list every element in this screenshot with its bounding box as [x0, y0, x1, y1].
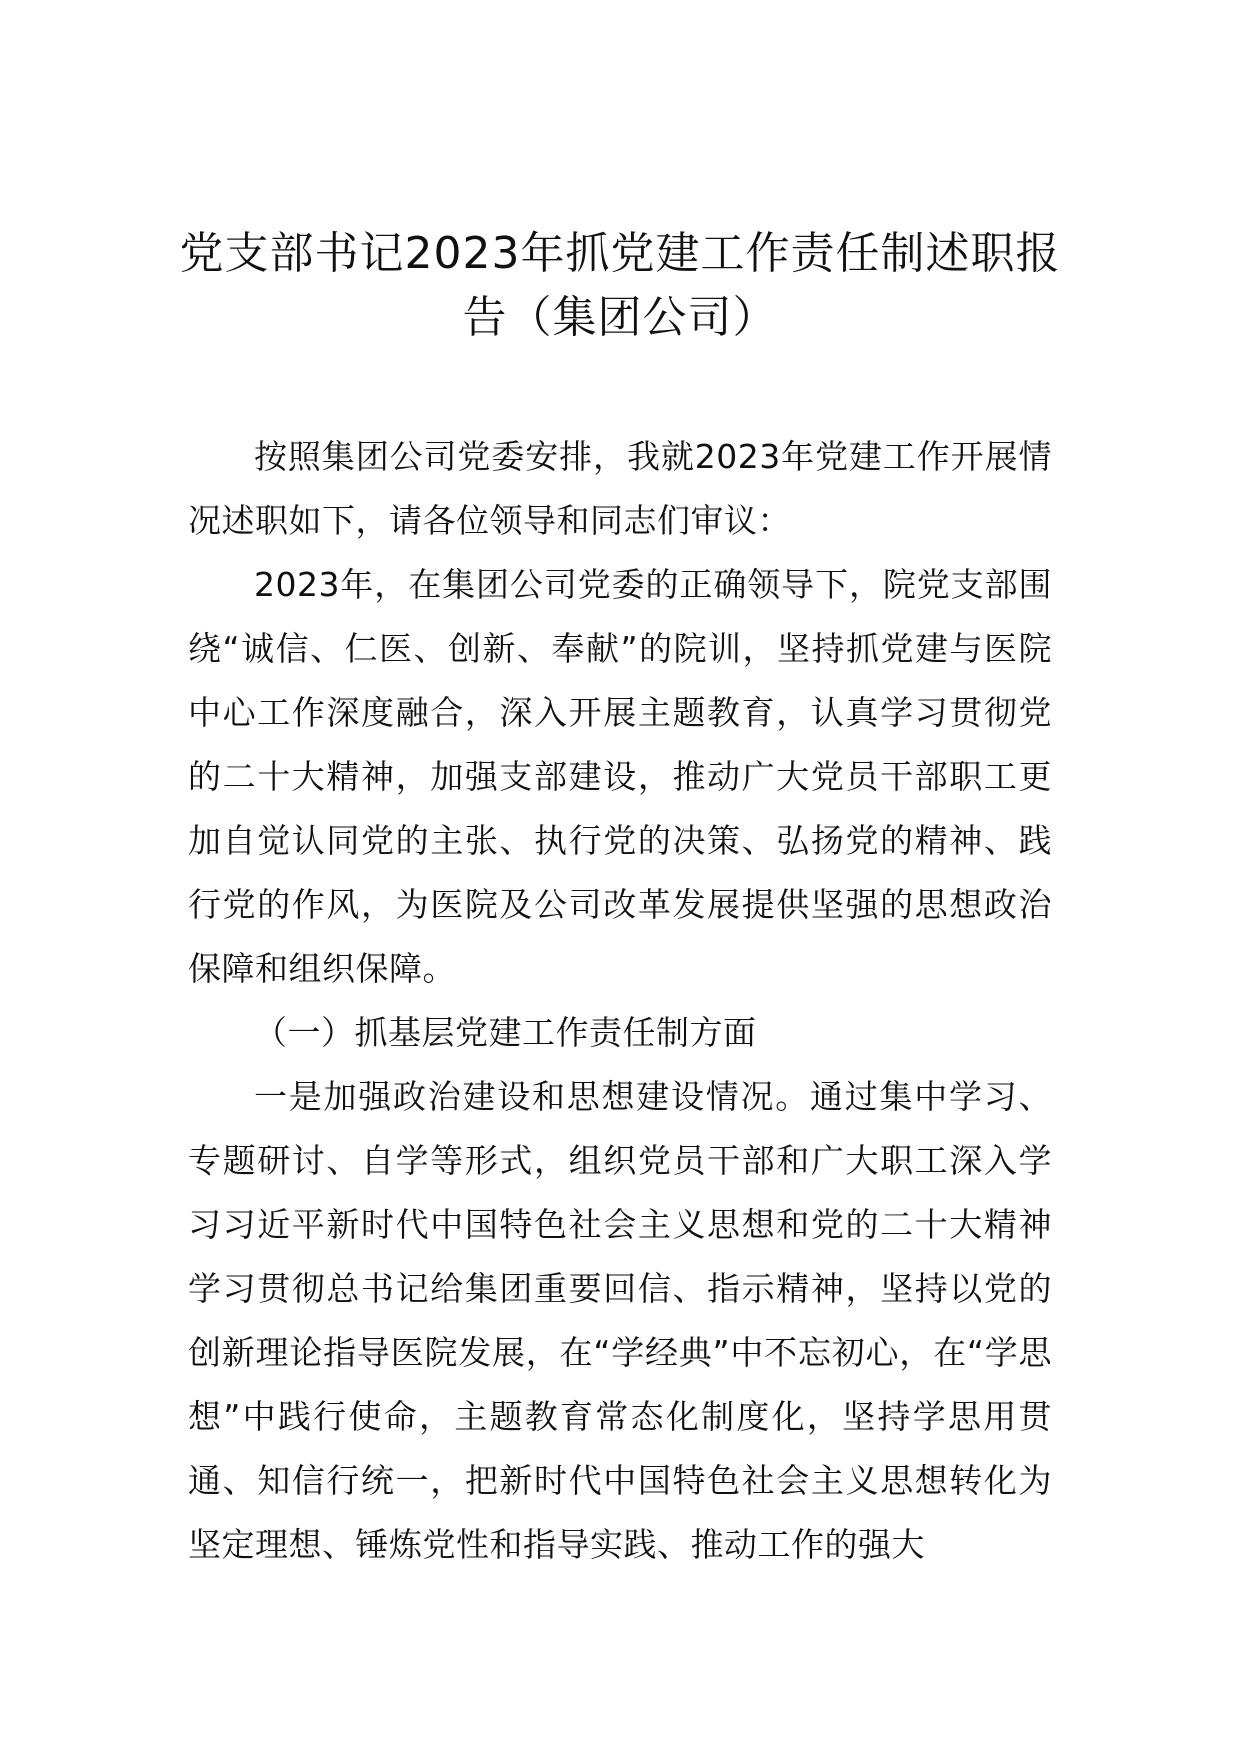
section-paragraph: 一是加强政治建设和思想建设情况。通过集中学习、专题研讨、自学等形式，组织党员干部和广大职工深入学习习近平新时代中国特色社会主义思想和党的二十大精神学习贯彻总书记给集团重要回信、指示精神，坚持以党的创新理论指导医院发展，在“学经典”中不忘初心，在“学思想”中践行使命，主题教育常态化制度化，坚持学思用贯通、知信行统一，把新时代中国特色社会主义思想转化为坚定理想、锤炼党性和指导实践、推动工作的强大	[188, 1077, 1052, 1564]
document-body	[188, 425, 1052, 1577]
intro-paragraph: 按照集团公司党委安排，我就2023年党建工作开展情况述职如下，请各位领导和同志们审议：	[188, 437, 1052, 540]
document-title: 党支部书记2023年抓党建工作责任制述职报告（集团公司）	[179, 228, 1061, 343]
section-heading: （一）抓基层党建工作责任制方面	[254, 1013, 757, 1052]
summary-paragraph: 2023年，在集团公司党委的正确领导下，院党支部围绕“诚信、仁医、创新、奉献”的院训，坚持抓党建与医院中心工作深度融合，深入开展主题教育，认真学习贯彻党的二十大精神，加强支部建设，推动广大党员干部职工更加自觉认同党的主张、执行党的决策、弘扬党的精神、践行党的作风，为医院及公司改革发展提供坚强的思想政治保障和组织保障。	[188, 565, 1052, 988]
